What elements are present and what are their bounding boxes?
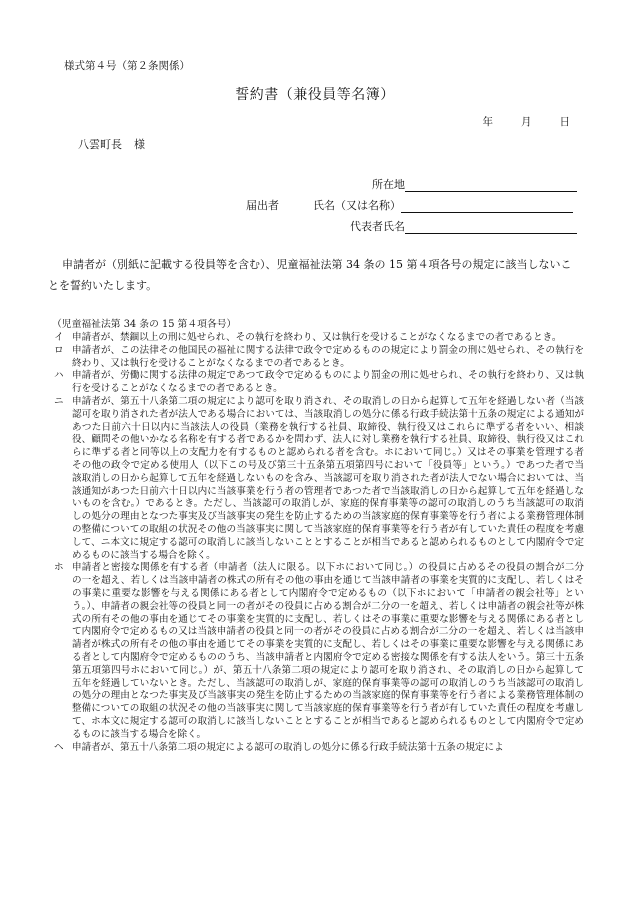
clause-text: 申請者が、第五十八条第二項の規定による認可の取消しの処分に係る行政手続法第十五条の規定によ (72, 741, 504, 753)
clause-mark: ホ (54, 562, 64, 574)
clause-text: 申請者が、禁錮以上の刑に処せられ、その執行を終わり、又は執行を受けることがなくなるまでの者であるとき。 (72, 332, 562, 343)
date-row (483, 114, 571, 129)
representative-row (350, 218, 577, 234)
addressee (78, 136, 145, 152)
date-month-label: 月 (521, 116, 532, 128)
clause-text: 申請者と密接な関係を有する者（申請者（法人に限る。以下ホにおいて同じ。）の役員に占めるその役員の割合が二分の一を超え、若しくは当該申請者の株式の所有その他の事由を通じて当該申請者の事業を実質的に支配し、若しくはその事業に重要な影響を与える関係にある者として内閣府令で定めるもの（以下ホにおいて「申請者の親会社等」という。）、申請者の親会社等の役員と同一の者がその役員に占める割合が二分の一を超え、若しくは申請者の親会社等が株式の所有その他の事由を通じてその事業を実質的に支配し、若しくはその事業に重要な影響を与える関係にある者として内閣府令で定めるもの又は当該申請者の役員と同一の者がその役員に占める割合が二分の一を超え、若しくは当該申請者が株式の所有その他の事由を通じてその事業を実質的に支配し、若しくはその事業に重要な影響を与える関係にある者として内閣府令で定めるもののうち、当該申請者と内閣府令で定める密接な関係を有する法人をいう。第三十五条第五項第四号ホにおいて同じ。）が、第五十八条第二項の規定により認可を取り消され、その取消しの日から起算して五年を経過していないとき。ただし、当該認可の取消しが、家庭的保育事業等の認可の取消しのうち当該認可の取消しの処分の理由となつた事実及び当該事実の発生を防止するための当該家庭的保育事業等を行う者による業務管理体制の整備についての取組の状況その他の当該事実に関して当該家庭的保育事業等を行う者が有していた責任の程度を考慮して、ホ本文に規定する認可の取消しに該当しないこととすることが相当であると認められるものとして内閣府令で定めるものに該当する場合を除く。 (72, 562, 584, 740)
clause-mark: ニ (54, 395, 64, 407)
clause-mark: ヘ (54, 741, 64, 753)
applicant-label: 届出者 (246, 199, 279, 212)
clause-item (52, 396, 584, 562)
clause-item (52, 562, 584, 741)
clause-item (52, 345, 584, 371)
form-number: 様式第４号（第２条関係） (64, 60, 190, 72)
date-year-label: 年 (482, 116, 493, 128)
address-row (372, 176, 577, 192)
clause-mark: イ (54, 332, 64, 343)
clause-text: 申請者が、第五十八条第二項の規定により認可を取り消され、その取消しの日から起算して五年を経過しない者（当該認可を取り消された者が法人である場合においては、当該取消しの処分に係る行政手続法第十五条の規定による通知があつた日前六十日以内に当該法人の役員（業務を執行する社員、取締役、執行役又はこれらに準ずる者をいい、相談役、顧問その他いかなる名称を有する者であるかを問わず、法人に対し業務を執行する社員、取締役、執行役又はこれらに準ずる者と同等以上の支配力を有するものと認められる者を含む。ホにおいて同じ。）又はその事業を管理する者その他の政令で定める使用人（以下この号及び第三十五条第五項第四号において「役員等」という。）であつた者で当該取消しの日から起算して五年を経過しないものを含み、当該認可を取り消された者が法人でない場合においては、当該通知があつた日前六十日以内に当該事業を行う者の管理者であつた者で当該取消しの日から起算して五年を経過しないものを含む。）であるとき。ただし、当該認可の取消しが、家庭的保育事業等の認可の取消しのうち当該認可の取消しの処分の理由となつた事実及び当該事実の発生を防止するための当該家庭的保育事業等を行う者による業務管理体制の整備についての取組の状況その他の当該事実に関して当該家庭的保育事業等を行う者が有していた責任の程度を考慮して、ニ本文に規定する認可の取消しに該当しないこととすることが相当であると認められるものとして内閣府令で定めるものに該当する場合を除く。 (72, 395, 584, 561)
clause-mark: ロ (54, 344, 64, 356)
name-row (313, 197, 573, 213)
addressee-name: 八雲町長 (78, 138, 122, 151)
addressee-suffix: 様 (134, 138, 145, 151)
law-reference: （児童福祉法第 34 条の 15 第４項各号） (52, 319, 237, 330)
address-label: 所在地 (372, 178, 405, 191)
clause-item (52, 332, 584, 345)
clause-item (52, 742, 584, 755)
date-day-label: 日 (559, 116, 570, 128)
name-line[interactable] (401, 200, 573, 213)
clause-text: 申請者が、この法律その他国民の福祉に関する法律で政令で定めるものの規定により罰金の刑に処せられ、その執行を終わり、又は執行を受けることがなくなるまでの者であるとき。 (72, 344, 584, 369)
representative-label: 代表者氏名 (350, 220, 405, 233)
clause-item (52, 370, 584, 396)
representative-line[interactable] (405, 221, 577, 234)
clause-list (52, 332, 584, 754)
name-label: 氏名（又は名称） (313, 199, 401, 212)
document-title: 誓約書（兼役員等名簿） (235, 87, 395, 103)
address-line[interactable] (405, 179, 577, 192)
clause-mark: ハ (54, 370, 64, 382)
declaration-text: 申請者が（別紙に記載する役員等を含む）、児童福祉法第 34 条の 15 第４項各号の規定に該当しないことを誓約いたします。 (48, 258, 572, 292)
clause-text: 申請者が、労働に関する法律の規定であつて政令で定めるものにより罰金の刑に処せられ、その執行を終わり、又は執行を受けることがなくなるまでの者であるとき。 (72, 370, 584, 395)
